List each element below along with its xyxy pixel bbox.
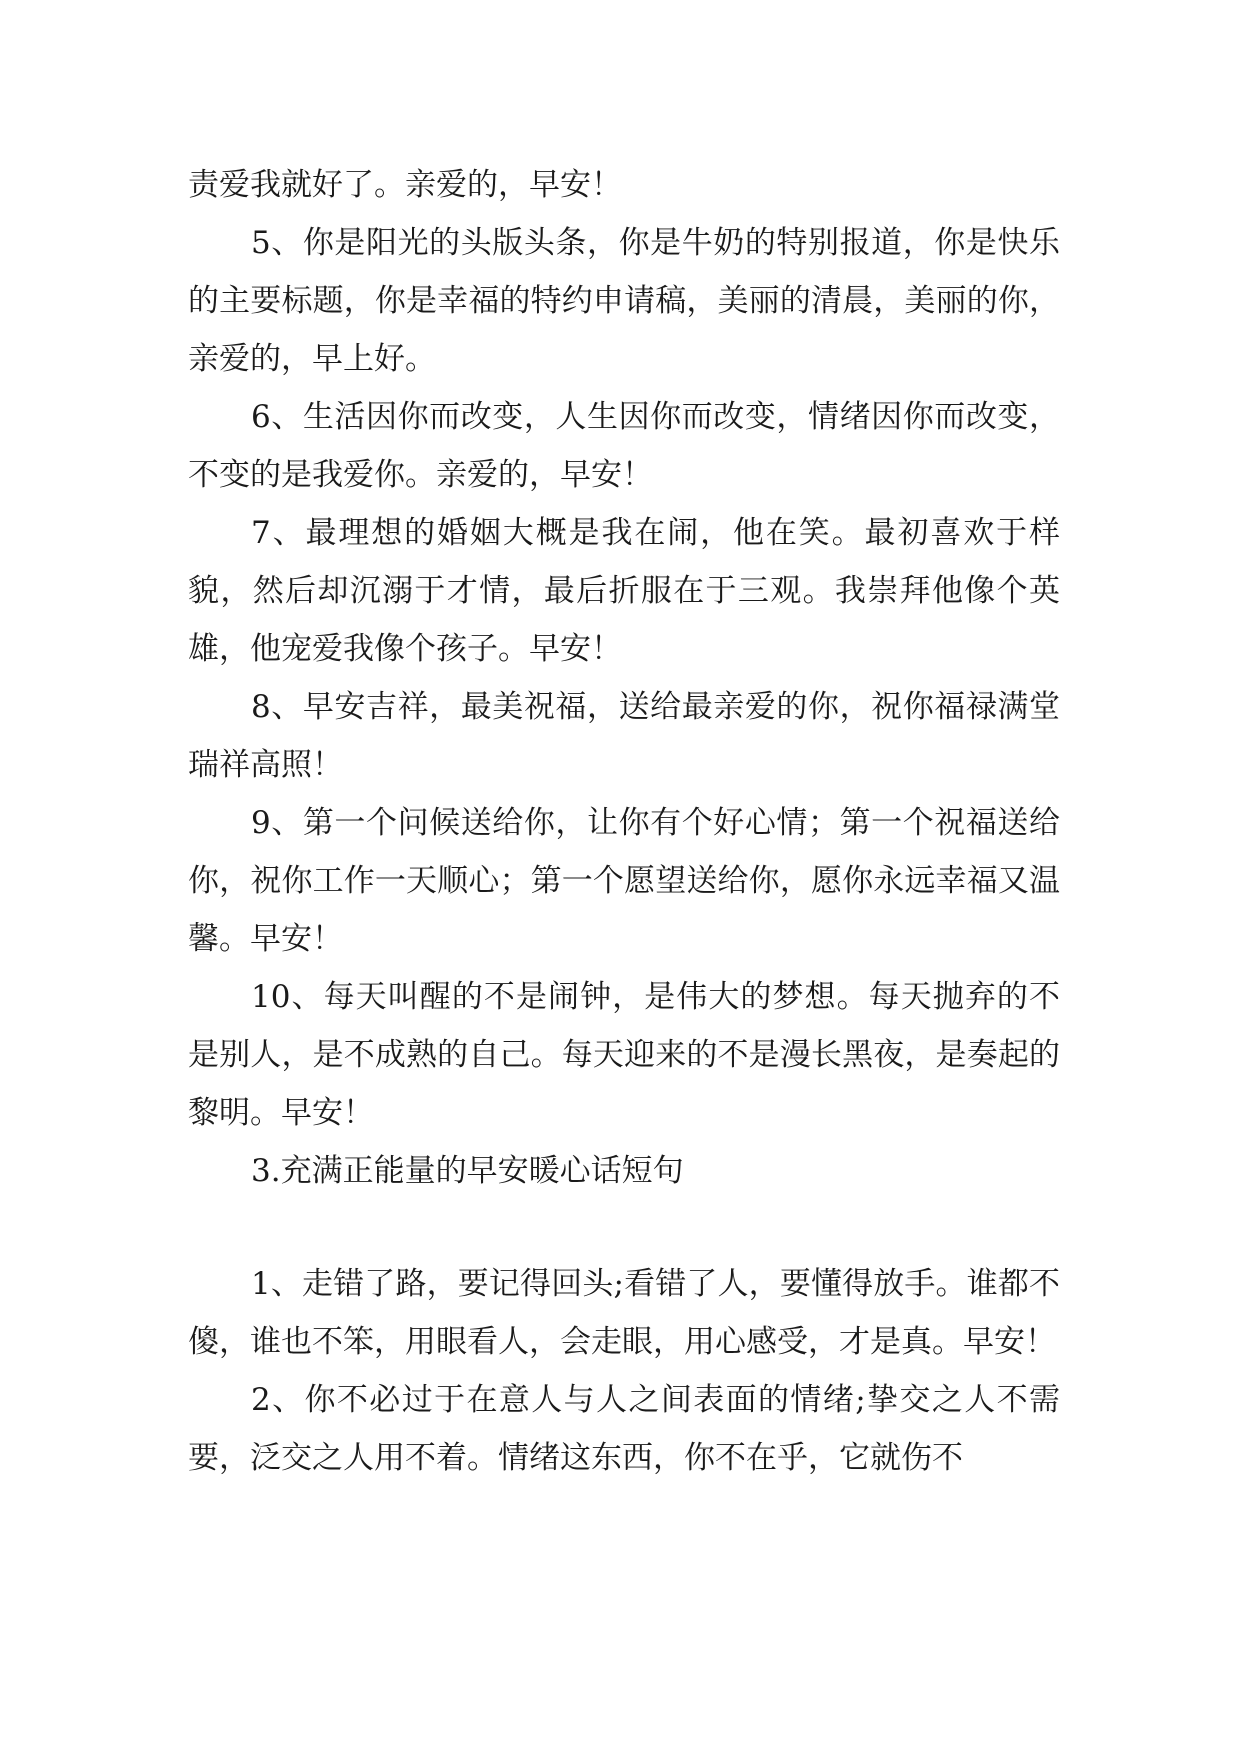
paragraph-item-5: 5、你是阳光的头版头条，你是牛奶的特别报道，你是快乐的主要标题，你是幸福的特约申请稿，美丽的清晨，美丽的你，亲爱的，早上好。 bbox=[188, 225, 1060, 377]
paragraph-item-1: 1、走错了路，要记得回头;看错了人，要懂得放手。谁都不傻，谁也不笨，用眼看人，会走眼，用心感受，才是真。早安！ bbox=[188, 1266, 1060, 1360]
paragraph-item-7: 7、最理想的婚姻大概是我在闹，他在笑。最初喜欢于样貌，然后却沉溺于才情，最后折服在于三观。我崇拜他像个英雄，他宠爱我像个孩子。早安！ bbox=[188, 515, 1060, 667]
paragraph-item-9: 9、第一个问候送给你，让你有个好心情；第一个祝福送给你，祝你工作一天顺心；第一个愿望送给你，愿你永远幸福又温馨。早安！ bbox=[188, 805, 1060, 957]
section-heading: 3.充满正能量的早安暖心话短句 bbox=[251, 1153, 684, 1189]
section-spacer bbox=[188, 1200, 1060, 1255]
paragraph-item-2: 2、你不必过于在意人与人之间表面的情绪;挚交之人不需要，泛交之人用不着。情绪这东西，你不在乎，它就伤不 bbox=[188, 1382, 1060, 1476]
document-body bbox=[188, 156, 1060, 1487]
paragraph-item-10: 10、每天叫醒的不是闹钟，是伟大的梦想。每天抛弃的不是别人，是不成熟的自己。每天迎来的不是漫长黑夜，是奏起的黎明。早安！ bbox=[188, 979, 1060, 1131]
paragraph-item-6: 6、生活因你而改变，人生因你而改变，情绪因你而改变，不变的是我爱你。亲爱的，早安！ bbox=[188, 399, 1060, 493]
paragraph-item-8: 8、早安吉祥，最美祝福，送给最亲爱的你，祝你福禄满堂瑞祥高照！ bbox=[188, 689, 1060, 783]
paragraph-continuation: 责爱我就好了。亲爱的，早安！ bbox=[188, 167, 622, 203]
